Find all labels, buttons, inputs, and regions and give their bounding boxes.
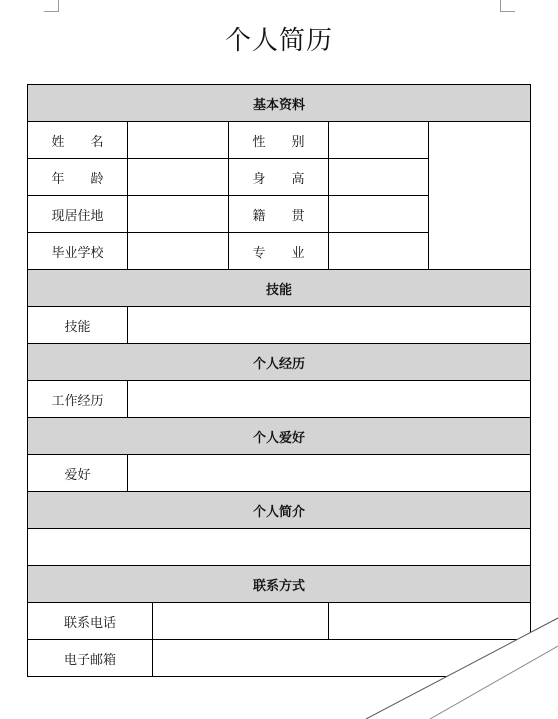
- label-height: 身 高: [229, 159, 329, 196]
- section-heading-contact: 联系方式: [28, 566, 531, 603]
- label-age: 年 龄: [28, 159, 128, 196]
- label-residence: 现居住地: [28, 196, 128, 233]
- label-native-place: 籍 贯: [229, 196, 329, 233]
- label-hobbies: 爱好: [28, 455, 128, 492]
- label-phone: 联系电话: [28, 603, 153, 640]
- section-heading-experience: 个人经历: [28, 344, 531, 381]
- label-major: 专 业: [229, 233, 329, 270]
- label-skills: 技能: [28, 307, 128, 344]
- section-heading-hobbies: 个人爱好: [28, 418, 531, 455]
- label-email: 电子邮箱: [28, 640, 153, 677]
- label-name: 姓 名: [28, 122, 128, 159]
- label-work-experience: 工作经历: [28, 381, 128, 418]
- page-title: 个人简历: [224, 26, 333, 56]
- section-heading-basic: 基本资料: [28, 85, 531, 122]
- label-gender: 性 别: [229, 122, 329, 159]
- section-heading-intro: 个人简介: [28, 492, 531, 529]
- label-school: 毕业学校: [28, 233, 128, 270]
- section-heading-skills: 技能: [28, 270, 531, 307]
